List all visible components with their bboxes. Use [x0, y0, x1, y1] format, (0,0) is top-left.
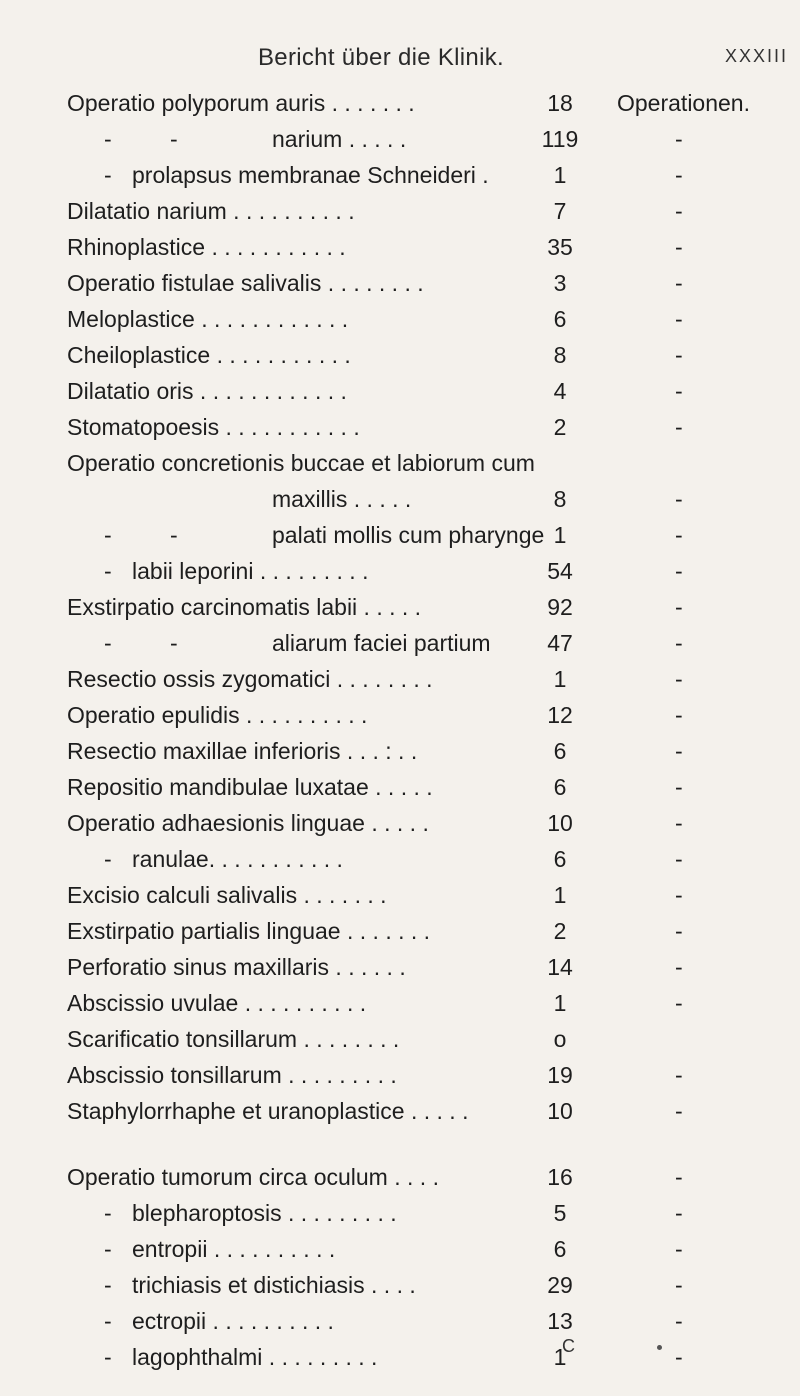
entry-label: Rhinoplastice . . . . . . . . . . . [67, 234, 346, 260]
entry-row [0, 196, 800, 226]
entry-row [0, 1060, 800, 1090]
entry-count: o [553, 1026, 567, 1052]
ditto-unit: - [675, 1062, 683, 1088]
ditto-unit: - [675, 1344, 683, 1370]
entry-row [0, 916, 800, 946]
entry-count: 92 [547, 594, 573, 620]
ditto-unit: - [675, 558, 683, 584]
entry-row [0, 88, 800, 118]
entry-label: Operatio polyporum auris . . . . . . . [67, 90, 415, 116]
entry-label: Dilatatio oris . . . . . . . . . . . . [67, 378, 347, 404]
ditto-unit: - [675, 810, 683, 836]
entry-row [0, 484, 800, 514]
ditto-unit: - [675, 1236, 683, 1262]
entry-row [0, 808, 800, 838]
entry-row [0, 664, 800, 694]
ditto-dash: - [104, 1236, 112, 1262]
entry-count: 1 [553, 666, 567, 692]
entry-row [0, 340, 800, 370]
entry-count: 1 [553, 162, 567, 188]
entry-row [0, 1342, 800, 1372]
ditto-unit: - [675, 954, 683, 980]
entry-count: 1 [553, 1344, 567, 1370]
entry-count: 1 [553, 882, 567, 908]
entry-count: 2 [553, 414, 567, 440]
entry-count: 6 [553, 306, 567, 332]
entry-row [0, 1162, 800, 1192]
entry-row [0, 700, 800, 730]
ditto-dash: - [104, 1308, 112, 1334]
entry-count: 119 [541, 126, 579, 152]
ditto-unit: - [675, 162, 683, 188]
entry-label: Repositio mandibulae luxatae . . . . . [67, 774, 433, 800]
entry-count: 6 [553, 738, 567, 764]
entry-label: prolapsus membranae Schneideri . [132, 162, 489, 188]
entry-label: Operatio adhaesionis linguae . . . . . [67, 810, 429, 836]
entry-label: narium . . . . . [272, 126, 407, 152]
entry-row [0, 232, 800, 262]
entry-count: 8 [553, 342, 567, 368]
ditto-unit: - [675, 738, 683, 764]
entry-count: 18 [547, 90, 573, 116]
entry-count: 6 [553, 1236, 567, 1262]
ditto-dash: - [104, 1272, 112, 1298]
entry-label: trichiasis et distichiasis . . . . [132, 1272, 416, 1298]
running-head: Bericht über die Klinik. [258, 44, 504, 71]
entry-row [0, 736, 800, 766]
ditto-unit: - [675, 1164, 683, 1190]
entry-count: 6 [553, 846, 567, 872]
ditto-unit: - [675, 1200, 683, 1226]
ditto-unit: - [675, 846, 683, 872]
ditto-unit: - [675, 882, 683, 908]
entry-label: Abscissio tonsillarum . . . . . . . . . [67, 1062, 397, 1088]
entry-label: ranulae. . . . . . . . . . . [132, 846, 343, 872]
entry-count: 12 [547, 702, 573, 728]
entry-label: ectropii . . . . . . . . . . [132, 1308, 334, 1334]
entry-label: palati mollis cum pharynge [272, 522, 545, 548]
entry-count: 10 [547, 810, 573, 836]
entry-count: 2 [553, 918, 567, 944]
ditto-unit: - [675, 1272, 683, 1298]
entry-row [0, 772, 800, 802]
ditto-unit: - [675, 234, 683, 260]
entry-row [0, 304, 800, 334]
ditto-unit: - [675, 306, 683, 332]
ditto-dash: - [170, 126, 178, 152]
entry-row [0, 124, 800, 154]
entry-label: maxillis . . . . . [272, 486, 412, 512]
entry-count: 4 [553, 378, 567, 404]
ditto-unit: - [675, 522, 683, 548]
entry-label: Excisio calculi salivalis . . . . . . . [67, 882, 387, 908]
entry-label: labii leporini . . . . . . . . . [132, 558, 369, 584]
entry-label: entropii . . . . . . . . . . [132, 1236, 336, 1262]
entry-label: Perforatio sinus maxillaris . . . . . . [67, 954, 406, 980]
entry-label: Staphylorrhaphe et uranoplastice . . . . . [67, 1098, 469, 1124]
ditto-unit: - [675, 198, 683, 224]
entry-row [0, 844, 800, 874]
entry-row [0, 268, 800, 298]
ditto-dash: - [104, 630, 112, 656]
ditto-unit: - [675, 1098, 683, 1124]
entry-count: 8 [553, 486, 567, 512]
entry-label: aliarum faciei partium [272, 630, 491, 656]
entry-count: 7 [553, 198, 567, 224]
ditto-unit: - [675, 126, 683, 152]
entry-row [0, 412, 800, 442]
entry-label: Resectio ossis zygomatici . . . . . . . . [67, 666, 433, 692]
ditto-unit: - [675, 414, 683, 440]
ditto-unit: - [675, 270, 683, 296]
entry-row [0, 952, 800, 982]
entry-label: Dilatatio narium . . . . . . . . . . [67, 198, 355, 224]
entry-row [0, 376, 800, 406]
entry-row [0, 592, 800, 622]
entry-label: Stomatopoesis . . . . . . . . . . . [67, 414, 360, 440]
entry-label: Resectio maxillae inferioris . . . : . . [67, 738, 418, 764]
ditto-dash: - [104, 126, 112, 152]
entry-label: Exstirpatio carcinomatis labii . . . . . [67, 594, 422, 620]
entry-count: 14 [547, 954, 573, 980]
ditto-dash: - [170, 630, 178, 656]
entry-count: 1 [553, 990, 567, 1016]
entry-label: Scarificatio tonsillarum . . . . . . . . [67, 1026, 400, 1052]
entry-count: 16 [547, 1164, 573, 1190]
entry-label: Operatio tumorum circa oculum . . . . [67, 1164, 439, 1190]
entry-row [0, 520, 800, 550]
ditto-unit: - [675, 918, 683, 944]
entry-count: 54 [547, 558, 573, 584]
entry-label: Exstirpatio partialis linguae . . . . . . . [67, 918, 431, 944]
entry-count: 6 [553, 774, 567, 800]
ditto-unit: - [675, 1308, 683, 1334]
entry-label: Operatio fistulae salivalis . . . . . . . . [67, 270, 424, 296]
entry-count: 10 [547, 1098, 573, 1124]
ditto-unit: - [675, 774, 683, 800]
ditto-unit: - [675, 594, 683, 620]
entry-label: Cheiloplastice . . . . . . . . . . . [67, 342, 351, 368]
page-number: XXXIII [724, 46, 788, 66]
ditto-unit: - [675, 666, 683, 692]
entry-label: lagophthalmi . . . . . . . . . [132, 1344, 378, 1370]
ditto-unit: - [675, 378, 683, 404]
entry-row [0, 628, 800, 658]
entry-count: 19 [547, 1062, 573, 1088]
entry-row [0, 1270, 800, 1300]
entry-label: Abscissio uvulae . . . . . . . . . . [67, 990, 367, 1016]
entry-count: 5 [553, 1200, 567, 1226]
ditto-unit: - [675, 630, 683, 656]
entry-row [0, 556, 800, 586]
entry-row [0, 1306, 800, 1336]
entry-count: 47 [547, 630, 573, 656]
ink-speck [657, 1345, 662, 1350]
entry-count: 13 [547, 1308, 573, 1334]
entry-count: 1 [553, 522, 567, 548]
ditto-unit: - [675, 990, 683, 1016]
ditto-dash: - [104, 1344, 112, 1370]
ditto-unit: - [675, 702, 683, 728]
ditto-dash: - [104, 1200, 112, 1226]
entry-row [0, 1096, 800, 1126]
entry-row [0, 988, 800, 1018]
entry-row [0, 1024, 800, 1054]
ditto-unit: - [675, 342, 683, 368]
unit-label: Operationen. [617, 90, 750, 116]
entry-row [0, 880, 800, 910]
ditto-dash: - [104, 522, 112, 548]
entry-count: 35 [547, 234, 573, 260]
entry-row [0, 448, 800, 478]
entry-label: Meloplastice . . . . . . . . . . . . [67, 306, 349, 332]
entry-label: Operatio concretionis buccae et labiorum cum [67, 450, 535, 476]
entry-label: Operatio epulidis . . . . . . . . . . [67, 702, 368, 728]
ditto-dash: - [170, 522, 178, 548]
entry-count: 3 [553, 270, 567, 296]
ditto-dash: - [104, 162, 112, 188]
entry-row [0, 1198, 800, 1228]
ditto-dash: - [104, 846, 112, 872]
entry-label: blepharoptosis . . . . . . . . . [132, 1200, 397, 1226]
entry-row [0, 1234, 800, 1264]
entry-row [0, 160, 800, 190]
ditto-unit: - [675, 486, 683, 512]
signature-mark: C [562, 1336, 575, 1356]
entry-count: 29 [547, 1272, 573, 1298]
ditto-dash: - [104, 558, 112, 584]
